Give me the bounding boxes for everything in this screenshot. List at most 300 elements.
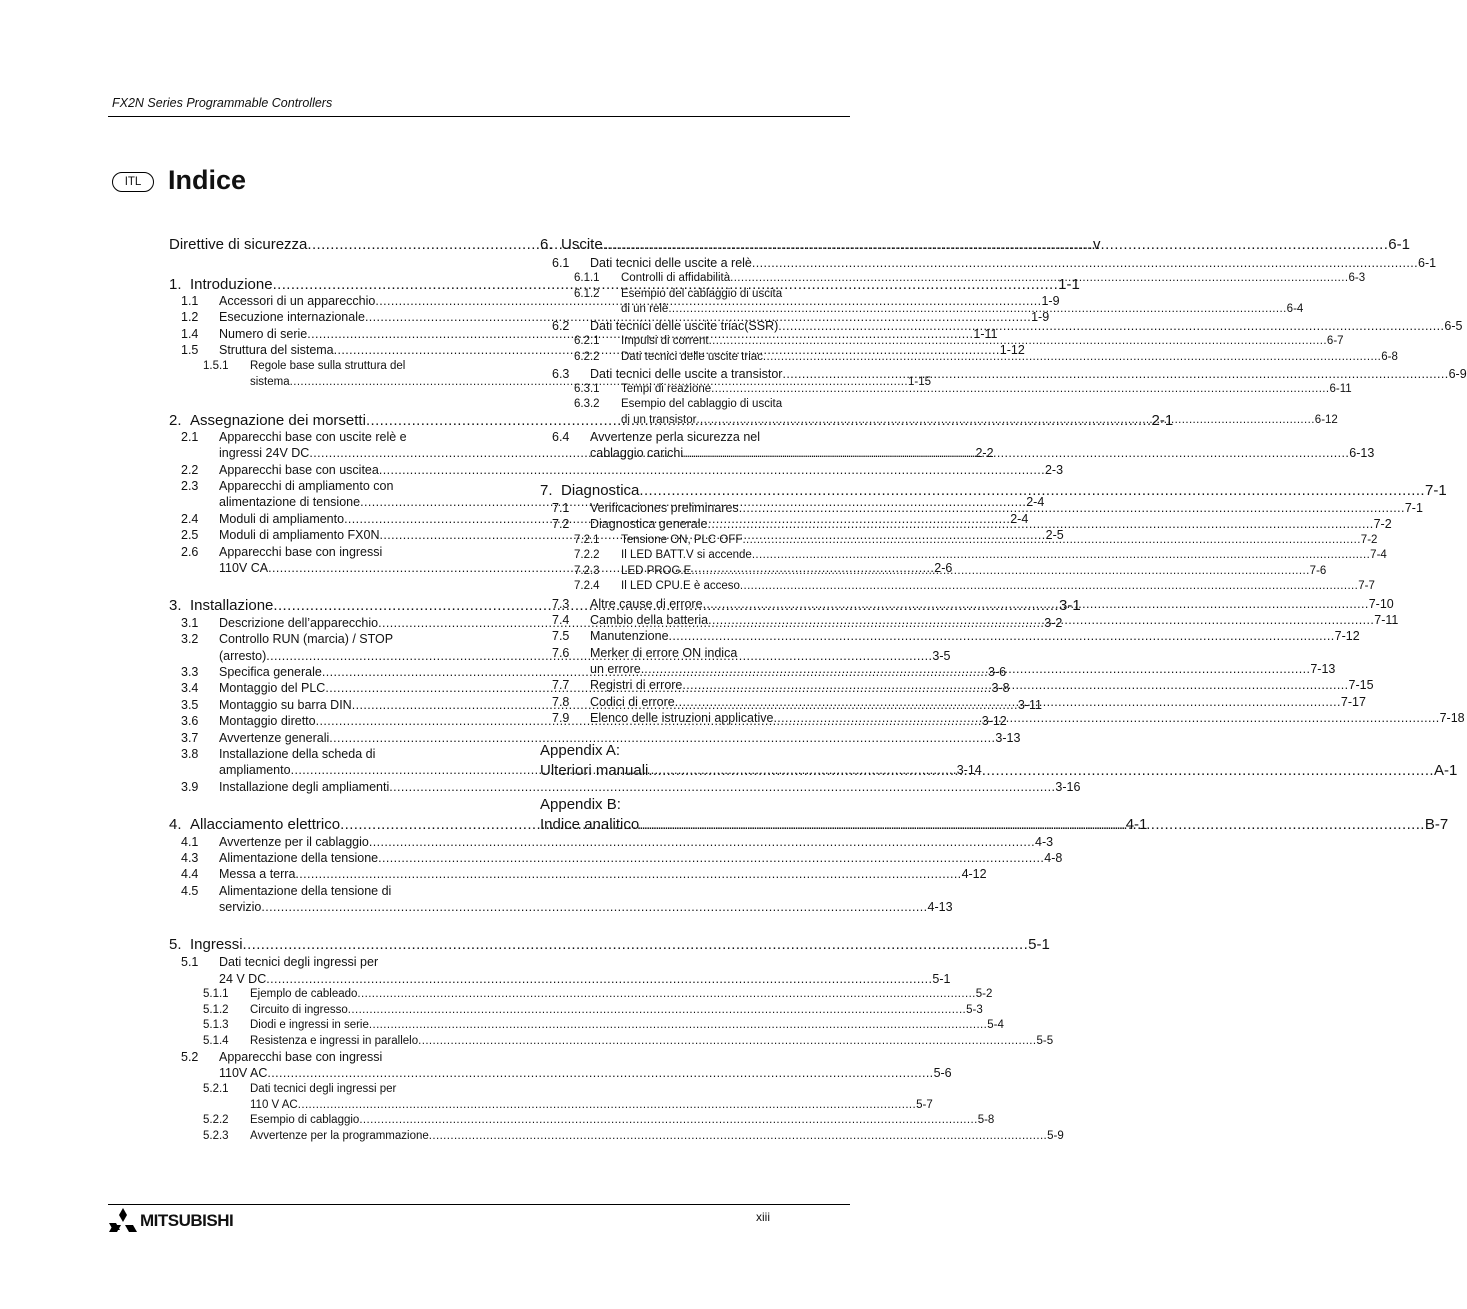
toc-entry-number: 2.4 [181,512,199,526]
toc-entry[interactable] [169,1130,1064,1142]
toc-entry-number: 6. [540,236,553,253]
toc-entry[interactable] [540,580,1375,592]
dot-leader [740,580,1358,592]
toc-entry-title: Messa a terra [219,867,296,881]
toc-entry-number: 6.1 [552,256,570,270]
dot-leader [644,662,1310,676]
toc-entry-title: Installazione della scheda di [219,747,376,761]
toc-entry-title: Resistenza e ingressi in parallelo [250,1035,419,1047]
toc-page-number: 6-11 [1329,383,1352,395]
toc-entry-number: 5.1.1 [203,988,229,1000]
dot-leader [782,367,1448,381]
toc-entry-number: 1.5 [181,343,199,357]
dot-leader [752,256,1418,270]
toc-page-number: 7-2 [1373,517,1392,531]
mitsubishi-diamonds-icon [108,1208,138,1234]
toc-page-number: v [1093,236,1101,253]
toc-entry-number: 5. [169,936,182,953]
toc-entry-number [203,376,250,388]
toc-page-number: 5-8 [977,1114,995,1126]
toc-entry-number: 7.7 [552,678,570,692]
toc-entry[interactable] [540,303,1304,315]
toc-entry-number: 3.8 [181,747,199,761]
toc-entry-number: 7.2 [552,517,570,531]
toc-entry-title: Diagnostica [561,482,640,499]
toc-entry-title: Registri di errore [590,678,683,692]
toc-entry-heading[interactable] [169,479,477,493]
toc-entry-title: Diodi e ingressi in serie [250,1019,369,1031]
toc-page-number: 4-8 [1044,851,1063,865]
dot-leader [378,851,1044,865]
toc-entry-title: Assegnazione dei morsetti [190,412,366,429]
toc-entry-number: 3.5 [181,698,199,712]
toc-entry-heading[interactable] [169,747,477,761]
toc-page-number: 1-15 [907,376,932,388]
toc-entry-number: 7.2.4 [574,580,600,592]
toc-entry-title: Montaggio diretto [219,714,316,728]
toc-entry-number [181,900,219,914]
toc-page-number: 3-1 [1059,597,1081,614]
toc-page-number: 1-12 [999,343,1025,357]
toc-entry-title: Appendix B: [540,796,621,813]
dot-leader [639,816,1425,833]
toc-entry-heading[interactable] [169,632,477,646]
toc-entry-title: Circuito di ingresso [250,1004,348,1016]
toc-entry-title: Il LED BATT.V si accende [621,549,752,561]
toc-entry-title: sistema [250,376,290,388]
toc-entry-title: Esempio del cablaggio di uscita [621,288,783,300]
toc-entry-title: Ejemplo de cableado [250,988,358,1000]
footer-logo [108,1208,233,1234]
toc-entry-number: 5.2.1 [203,1083,229,1095]
toc-entry[interactable] [540,482,1447,499]
toc-entry-number: 2.1 [181,430,199,444]
toc-page-number: 5-1 [932,972,951,986]
toc-entry[interactable] [540,272,1366,284]
toc-page-number: 3-2 [1044,616,1063,630]
toc-entry-heading[interactable] [540,646,849,660]
toc-entry[interactable] [169,1019,1004,1031]
toc-page-number: 2-4 [1010,512,1029,526]
toc-entry-number: 6.4 [552,430,570,444]
toc-page-number: 7-13 [1310,662,1336,676]
toc-entry[interactable] [169,780,1081,794]
toc-entry-heading[interactable] [540,742,849,759]
toc-page-number: 5-2 [975,988,993,1000]
toc-entry-title: Numero di serie [219,327,308,341]
toc-entry-title: Impulsi di corrent [621,335,709,347]
toc-entry-title: Indice analitico [540,816,640,833]
dot-leader [261,900,927,914]
toc-entry-title: Specifica generale [219,665,322,679]
dot-leader [711,383,1329,395]
toc-entry-number: 6.3.1 [574,383,600,395]
toc-page-number: 3-13 [995,731,1021,745]
toc-page-number: 4-3 [1035,835,1054,849]
toc-page-number: 7-2 [1360,534,1378,546]
toc-entry-title: Dati tecnici delle uscite triac(SSR) [590,319,779,333]
toc-entry-number: 7.5 [552,629,570,643]
toc-entry-number: 7.3 [552,597,570,611]
toc-entry-heading[interactable] [169,1083,477,1095]
toc-page-number: 6-7 [1326,335,1344,347]
toc-entry-heading[interactable] [169,955,477,969]
toc-page-number: 3-14 [956,763,982,777]
toc-entry-title: Moduli di ampliamento [219,512,345,526]
toc-entry-number: 7.1 [552,501,570,515]
toc-entry[interactable] [169,1066,952,1080]
toc-entry-title: alimentazione di tensione [219,495,361,509]
toc-entry[interactable] [169,988,993,1000]
toc-page-number: 1-9 [1031,310,1050,324]
toc-entry-number: 1.1 [181,294,199,308]
toc-entry-title: Tempi di reazione [621,383,712,395]
dot-leader [675,695,1341,709]
toc-entry-number: 1.4 [181,327,199,341]
toc-entry[interactable] [169,731,1021,745]
toc-page-number: 3-12 [981,714,1007,728]
dot-leader [669,629,1335,643]
toc-entry-heading[interactable] [540,796,849,813]
dot-leader [752,549,1370,561]
toc-entry-title: Dati tecnici degli ingressi per [250,1083,397,1095]
toc-entry[interactable] [169,835,1054,849]
toc-entry-number [574,303,621,315]
toc-entry-number: 5.1.4 [203,1035,229,1047]
toc-entry-number: 7.2.2 [574,549,600,561]
dot-leader [369,835,1035,849]
toc-entry-title: Apparecchi base con ingressi [219,545,383,559]
dot-leader [267,1066,933,1080]
toc-page-number: 6-9 [1448,367,1467,381]
toc-entry[interactable] [540,383,1352,395]
toc-entry-number: 3.4 [181,681,199,695]
toc-page-number: 2-4 [1026,495,1045,509]
toc-entry-title: cablaggio carichi [590,446,684,460]
dot-leader [266,972,932,986]
dot-leader [357,988,975,1000]
toc-entry-number [552,662,590,676]
toc-page-number: 3-16 [1055,780,1081,794]
toc-page-number: 7-18 [1439,711,1465,725]
toc-entry-number: 7.6 [552,646,570,660]
toc-entry-title: Installazione [190,597,274,614]
toc-page-number: 2-3 [1044,463,1064,477]
toc-entry-number: 2.3 [181,479,199,493]
toc-entry-title: Alimentazione della tensione [219,851,379,865]
toc-page-number: 2-2 [975,446,994,460]
toc-entry[interactable] [540,549,1387,561]
dot-leader [243,936,1029,953]
dot-leader [682,678,1348,692]
toc-page-number: 7-6 [1309,565,1327,577]
toc-entry-title: Avvertenze per il cablaggio [219,835,369,849]
toc-entry-title: Dati tecnici delle uscite a transistor [590,367,783,381]
language-badge: ITL [112,172,154,192]
toc-entry-number [181,1066,219,1080]
toc-entry-number: 3.9 [181,780,199,794]
toc-entry-title: Uscite [561,236,603,253]
toc-entry-title: Verificaciones preliminares [590,501,739,515]
toc-page-number: 6-13 [1349,446,1375,460]
dot-leader [742,534,1360,546]
toc-entry[interactable] [540,351,1398,363]
dot-leader [639,482,1425,499]
toc-entry-number [552,446,590,460]
toc-entry-title: 110V AC [219,1066,268,1080]
toc-entry-title: Alimentazione della tensione di [219,884,392,898]
dot-leader [730,272,1348,284]
toc-page-number: 3-8 [991,681,1010,695]
toc-entry-number: 4.5 [181,884,199,898]
toc-entry-number: 3.7 [181,731,199,745]
toc-entry-number [181,972,219,986]
toc-entry[interactable] [169,1004,983,1016]
toc-page-number: 7-12 [1334,629,1360,643]
toc-entry-title: Installazione degli ampliamenti [219,780,390,794]
brand-name: MITSUBISHI [140,1211,234,1230]
dot-leader [369,1019,987,1031]
toc-entry-heading[interactable] [540,288,849,300]
toc-entry-title: Il LED CPU.E è acceso [621,580,740,592]
toc-entry-number: 3.3 [181,665,199,679]
dot-leader [739,501,1405,515]
toc-entry-title: servizio [219,900,262,914]
toc-entry-title: Apparecchi di ampliamento con [219,479,394,493]
toc-page-number: 6-3 [1348,272,1366,284]
toc-page-number: 3-5 [932,649,951,663]
toc-page-number: 5-7 [916,1099,933,1111]
toc-entry-number [181,561,219,575]
toc-entry-number: 2.2 [181,463,199,477]
toc-entry[interactable] [169,1035,1054,1047]
toc-entry-title: (arresto) [219,649,267,663]
dot-leader [708,613,1374,627]
toc-entry[interactable] [169,1099,933,1111]
toc-page-number: 5-5 [1036,1035,1054,1047]
toc-entry-heading[interactable] [540,398,849,410]
toc-entry-title: Codici di errore [590,695,675,709]
toc-entry-number: 6.1.2 [574,288,600,300]
toc-entry-heading[interactable] [169,1050,477,1064]
toc-entry-title: Esempio del cablaggio di uscita [621,398,783,410]
toc-entry-title: Merker di errore ON indica [590,646,738,660]
toc-entry-number: 7. [540,482,553,499]
toc-entry-number: 5.2.3 [203,1130,229,1142]
toc-entry-title: 110V CA [219,561,269,575]
dot-leader [763,351,1381,363]
dot-leader [707,517,1373,531]
toc-entry[interactable] [169,376,932,388]
toc-entry-title: Controllo RUN (marcia) / STOP [219,632,394,646]
toc-entry-number: 4. [169,816,182,833]
toc-entry-title: Apparecchi base con ingressi [219,1050,383,1064]
dot-leader [379,463,1045,477]
toc-entry[interactable] [169,851,1063,865]
toc-entry-title: Allacciamento elettrico [190,816,341,833]
dot-leader [696,414,1314,426]
toc-entry-title: Ingressi [190,936,243,953]
toc-entry-number: 4.1 [181,835,199,849]
toc-entry-number: 4.4 [181,867,199,881]
toc-entry[interactable] [540,236,1410,253]
toc-page-number: 4-12 [961,867,987,881]
dot-leader [778,319,1444,333]
toc-entry-number: 6.2.1 [574,335,600,347]
toc-entry[interactable] [540,367,1467,381]
toc-entry-number: 3.1 [181,616,199,630]
toc-entry[interactable] [169,310,1050,324]
toc-entry-heading[interactable] [169,360,477,372]
toc-entry-title: LED PROG.E [621,565,692,577]
toc-page-number: 7-17 [1340,695,1366,709]
toc-entry-title: di un transistor [621,414,697,426]
toc-entry-title: Cambio della batteria [590,613,709,627]
toc-entry-title: di un relè [621,303,669,315]
toc-entry-title: Avvertenze per la programmazione [250,1130,429,1142]
toc-entry-number: 2.5 [181,528,199,542]
toc-entry-number: 6.3 [552,367,570,381]
toc-page-number: 2-5 [1045,528,1064,542]
dot-leader [429,1130,1047,1142]
toc-entry-number: 3. [169,597,182,614]
toc-page-number: 6-8 [1381,351,1398,363]
toc-entry-number: 7.2.1 [574,534,600,546]
dot-leader [709,335,1327,347]
toc-entry[interactable] [169,463,1064,477]
toc-entry-title: Regole base sulla struttura del [250,360,406,372]
toc-entry-title: 24 V DC [219,972,267,986]
toc-entry-title: Esempio di cablaggio [250,1114,360,1126]
toc-entry-title: Dati tecnici delle uscite triac [621,351,763,363]
toc-page-number: 5-3 [966,1004,983,1016]
toc-entry-title: Manutenzione [590,629,669,643]
toc-page-number: A-1 [1433,762,1458,779]
toc-entry-title: Dati tecnici delle uscite a relè [590,256,752,270]
dot-leader [359,1114,977,1126]
toc-entry[interactable] [169,972,951,986]
toc-entry-heading[interactable] [169,884,477,898]
toc-entry-number: 5.1.2 [203,1004,229,1016]
toc-entry-number: 6.2.2 [574,351,600,363]
dot-leader [773,711,1439,725]
toc-page-number: 7-15 [1348,678,1374,692]
toc-entry-number: 6.2 [552,319,570,333]
toc-page-number: 7-1 [1425,482,1447,499]
toc-entry[interactable] [169,867,987,881]
toc-entry-title: Direttive di sicurezza [169,236,308,253]
toc-entry-title: Montaggio su barra DIN [219,698,352,712]
toc-entry-title: Ulteriori manuali [540,762,649,779]
toc-entry-number: 5.1 [181,955,199,969]
toc-entry-heading[interactable] [169,430,477,444]
toc-entry[interactable] [169,900,953,914]
toc-page-number: 1-1 [1058,276,1080,293]
toc-page-number: 7-7 [1358,580,1375,592]
toc-entry-title: 110 V AC [250,1099,298,1111]
toc-entry-number: 1.2 [181,310,199,324]
toc-page-number: 6-4 [1286,303,1304,315]
toc-entry[interactable] [540,319,1463,333]
page-title: Indice [168,165,247,195]
toc-page-number: 2-6 [934,561,953,575]
toc-entry-number: 6.1.1 [574,272,600,284]
toc-page-number: 5-4 [987,1019,1004,1031]
dot-leader [418,1035,1036,1047]
dot-leader [648,762,1434,779]
toc-entry-number: 2.6 [181,545,199,559]
toc-entry-title: Accessori di un apparecchio [219,294,376,308]
header-rule [108,116,850,117]
toc-entry-title: Apparecchi base con uscite relè e [219,430,407,444]
toc-entry-title: Introduzione [190,276,273,293]
toc-entry[interactable] [169,1114,995,1126]
toc-page-number: 7-10 [1368,597,1394,611]
toc-entry[interactable] [540,335,1344,347]
dot-leader [389,780,1055,794]
dot-leader [348,1004,966,1016]
dot-leader [683,446,1349,460]
toc-entry-number: 7.8 [552,695,570,709]
footer-rule [108,1204,850,1205]
toc-page-number: 1-9 [1041,294,1060,308]
toc-entry-title: Diagnostica generale [590,517,708,531]
toc-page-number: B-7 [1424,816,1449,833]
toc-entry-title: Apparecchi base con uscitea [219,463,379,477]
toc-page-number: 4-13 [927,900,953,914]
running-header: FX2N Series Programmable Controllers [112,96,333,110]
toc-entry-number: 6.3.2 [574,398,600,410]
toc-entry-title: Avvertenze perla sicurezza nel [590,430,760,444]
toc-page-number: 5-1 [1028,936,1050,953]
toc-entry-number: 5.2.2 [203,1114,229,1126]
dot-leader [668,303,1286,315]
toc-entry-title: Dati tecnici degli ingressi per [219,955,379,969]
toc-page-number: 7-11 [1374,613,1399,627]
toc-entry-title: Moduli di ampliamento FX0N [219,528,380,542]
toc-entry[interactable] [169,936,1050,953]
page-number: xiii [756,1210,770,1224]
toc-page-number: 7-4 [1370,549,1387,561]
toc-entry-number: 5.1.3 [203,1019,229,1031]
toc-entry-title: Avvertenze generali [219,731,330,745]
toc-entry-title: Appendix A: [540,742,621,759]
toc-page-number: 7-1 [1404,501,1423,515]
toc-entry-title: Tensione ON, PLC OFF [621,534,743,546]
toc-page-number: 2-1 [1151,412,1174,429]
toc-entry-number: 1.5.1 [203,360,229,372]
toc-entry[interactable] [540,629,1360,643]
dot-leader [298,1099,916,1111]
toc-entry-heading[interactable] [540,430,849,444]
toc-page-number: 3-11 [1017,698,1042,712]
toc-entry-title: un errore. [590,662,645,676]
toc-entry-number: 7.9 [552,711,570,725]
toc-page-number: 5-6 [933,1066,952,1080]
toc-entry-number: 4.3 [181,851,199,865]
toc-entry-number: 3.6 [181,714,199,728]
toc-entry-title: ingressi 24V DC [219,446,310,460]
toc-entry[interactable] [540,256,1437,270]
toc-entry-heading[interactable] [169,545,477,559]
toc-entry-title: Esecuzione internazionale [219,310,365,324]
toc-entry-title: Elenco delle istruzioni applicative [590,711,774,725]
toc-entry-title: Montaggio del PLC [219,681,326,695]
dot-leader [603,236,1389,253]
toc-entry-title: Altre cause di errore [590,597,703,611]
toc-entry-number: 7.4 [552,613,570,627]
toc-page-number: 4-1 [1125,816,1148,833]
